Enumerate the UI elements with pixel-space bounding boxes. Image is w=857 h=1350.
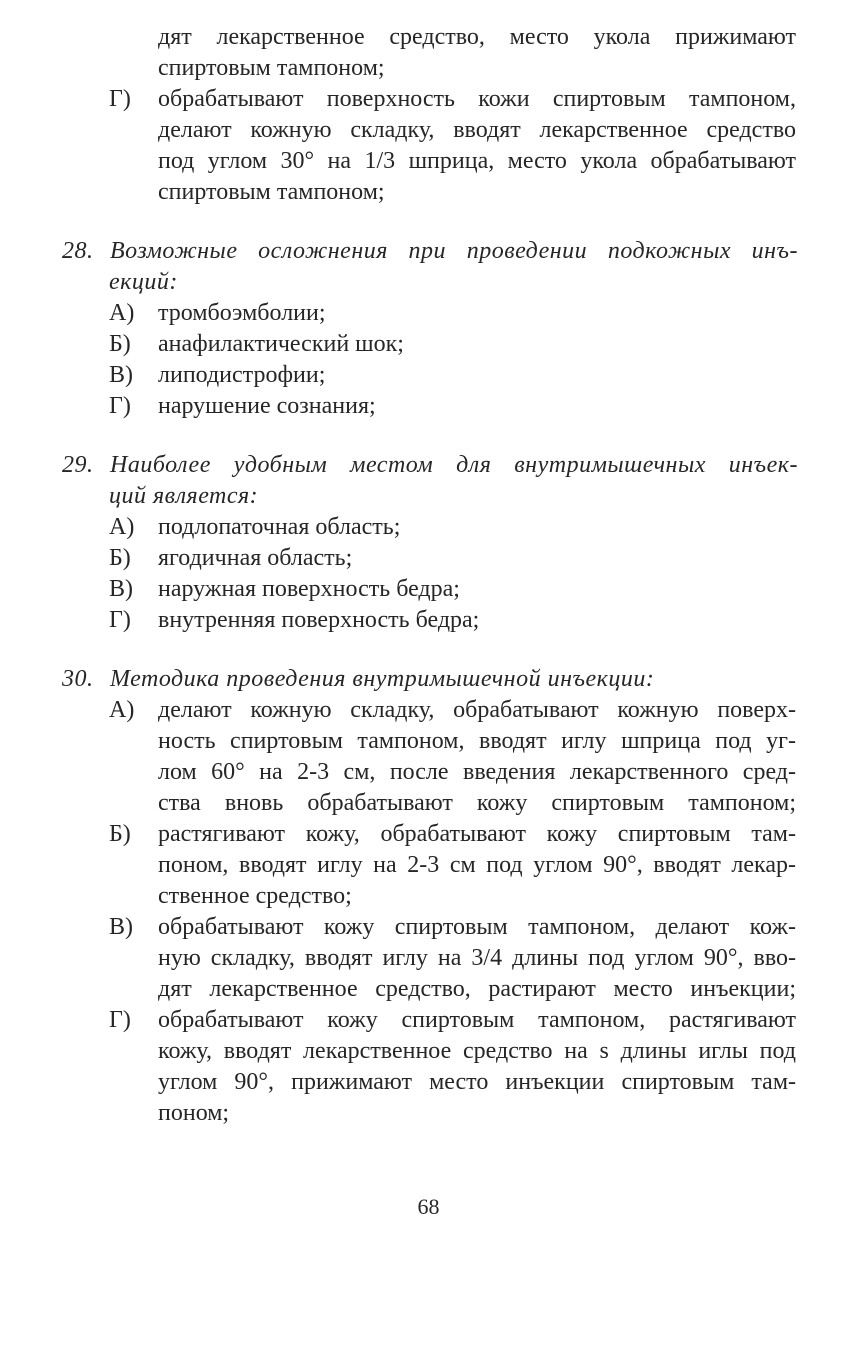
option-letter: А) (109, 514, 135, 540)
question-title: ций является: (109, 483, 259, 509)
option-text: спиртовым тампоном; (158, 179, 385, 205)
option-text: дят лекарственное средство, растирают место инъекции; (158, 976, 796, 1002)
question-number: 28. (62, 238, 94, 264)
answer-option (0, 819, 857, 912)
option-text: растягивают кожу, обрабатывают кожу спиртовым там- (158, 821, 796, 847)
option-text: кожу, вводят лекарственное средство на s длины иглы под (158, 1038, 796, 1064)
text-line: дят лекарственное средство, место укола прижимают (158, 24, 796, 50)
option-text: нарушение сознания; (158, 393, 376, 419)
option-text: делают кожную складку, обрабатывают кожную поверх- (158, 697, 796, 723)
option-text: обрабатывают поверхность кожи спиртовым тампоном, (158, 86, 796, 112)
question-28 (0, 236, 857, 422)
answer-option (0, 695, 857, 819)
option-text: углом 90°, прижимают место инъекции спиртовым там- (158, 1069, 796, 1095)
option-text: под углом 30° на 1/3 шприца, место укола обрабатывают (158, 148, 796, 174)
option-letter: Г) (109, 393, 131, 419)
question-title: Наиболее удобным местом для внутримышечных инъек- (110, 452, 798, 478)
option-text: делают кожную складку, вводят лекарственное средство (158, 117, 796, 143)
option-letter: Г) (109, 1007, 131, 1033)
question-title: Возможные осложнения при проведении подкожных инъ- (110, 238, 798, 264)
option-text: обрабатывают кожу спиртовым тампоном, растягивают (158, 1007, 796, 1033)
option-letter: Г) (109, 607, 131, 633)
option-text: поном, вводят иглу на 2-3 см под углом 90°, вводят лекар- (158, 852, 796, 878)
option-text: поном; (158, 1100, 230, 1126)
option-letter: А) (109, 300, 135, 326)
text-line: спиртовым тампоном; (158, 55, 385, 81)
option-letter: А) (109, 697, 135, 723)
option-text: обрабатывают кожу спиртовым тампоном, делают кож- (158, 914, 796, 940)
option-text: липодистрофии; (158, 362, 326, 388)
option-text: наружная поверхность бедра; (158, 576, 460, 602)
option-text: анафилактический шок; (158, 331, 404, 357)
option-text: лом 60° на 2-3 см, после введения лекарственного сред- (158, 759, 796, 785)
option-letter: Г) (109, 86, 131, 112)
question-title: Методика проведения внутримышечной инъекции: (110, 666, 655, 692)
question-title: екций: (109, 269, 178, 295)
question-29 (0, 450, 857, 636)
option-text: ность спиртовым тампоном, вводят иглу шприца под уг- (158, 728, 796, 754)
answer-option (0, 1005, 857, 1129)
question-number: 29. (62, 452, 94, 478)
question-30 (0, 664, 857, 1129)
option-letter: В) (109, 362, 133, 388)
option-letter: В) (109, 576, 133, 602)
option-letter: Б) (109, 331, 131, 357)
page-number: 68 (417, 1194, 440, 1219)
option-text: ную складку, вводят иглу на 3/4 длины под углом 90°, вво- (158, 945, 796, 971)
option-text: тромбоэмболии; (158, 300, 326, 326)
option-text: ства вновь обрабатывают кожу спиртовым тампоном; (158, 790, 796, 816)
option-text: подлопаточная область; (158, 514, 401, 540)
option-text: внутренняя поверхность бедра; (158, 607, 480, 633)
answer-option (0, 84, 857, 208)
option-letter: Б) (109, 545, 131, 571)
option-text: ягодичная область; (158, 545, 353, 571)
answer-option (0, 912, 857, 1005)
option-text: ственное средство; (158, 883, 352, 909)
question-number: 30. (62, 666, 94, 692)
option-letter: Б) (109, 821, 131, 847)
option-letter: В) (109, 914, 133, 940)
